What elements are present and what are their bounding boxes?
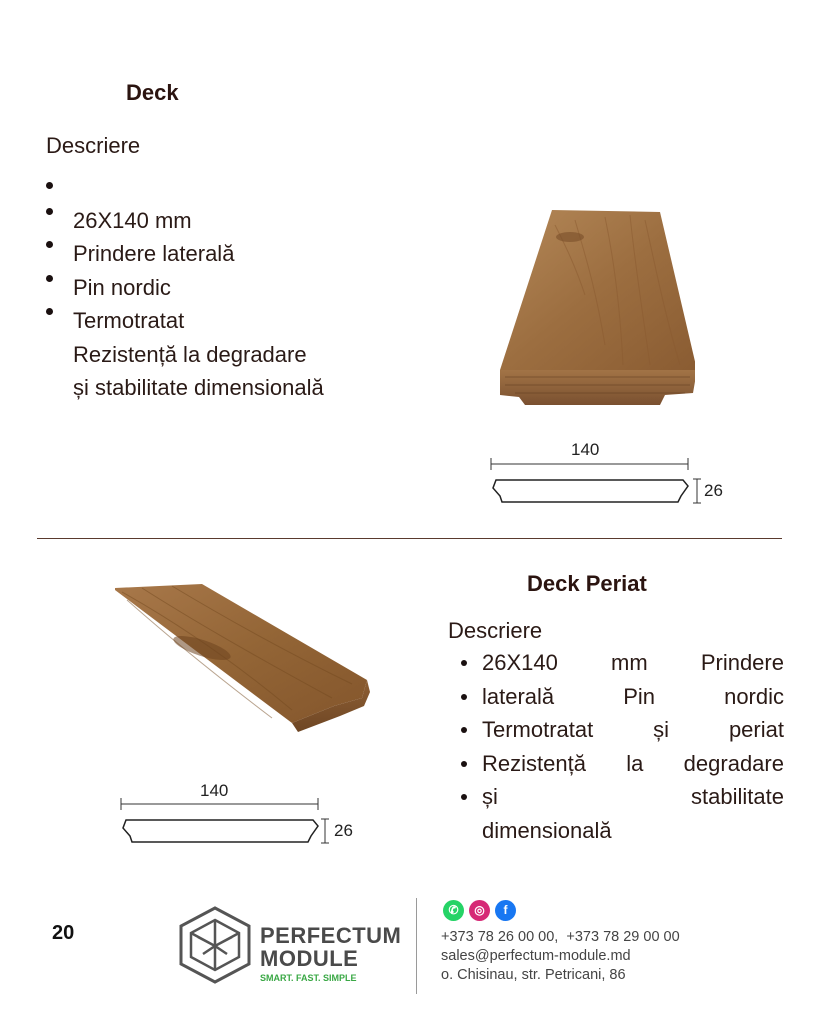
description-label: Descriere	[46, 133, 141, 158]
brand-tagline: SMART. FAST. SIMPLE	[260, 973, 357, 983]
bullet-icon	[46, 208, 53, 215]
height-dimension-label: 26	[704, 481, 723, 500]
facebook-icon[interactable]: f	[495, 900, 516, 921]
list-item: și stabilitate	[458, 780, 784, 814]
product-title: Deck	[126, 80, 179, 105]
list-item-continuation: dimensională	[482, 817, 612, 843]
bullet-icon	[461, 761, 467, 767]
brand-name: PERFECTUM MODULE	[260, 923, 402, 971]
email-address: sales@perfectum-module.md	[441, 948, 631, 964]
footer-divider	[416, 898, 417, 994]
list-item: 26X140 mm Prindere	[458, 646, 784, 680]
feature-list	[458, 646, 784, 847]
bullet-icon	[46, 308, 53, 315]
bullet-icon	[461, 694, 467, 700]
list-item: Termotratat	[46, 304, 446, 338]
bullet-icon	[46, 275, 53, 282]
list-item: Prindere laterală	[46, 237, 446, 271]
bullet-icon	[461, 660, 467, 666]
list-item: laterală Pin nordic	[458, 680, 784, 714]
list-item: Rezistență la degradare	[458, 747, 784, 781]
list-item: Pin nordic	[46, 271, 446, 305]
postal-address: o. Chisinau, str. Petricani, 86	[441, 967, 626, 983]
list-item-continuation: Rezistență la degradare	[73, 341, 307, 367]
deck-periat-board-image	[112, 580, 374, 740]
bullet-icon	[46, 182, 53, 189]
height-dimension-label: 26	[334, 821, 353, 840]
page-number: 20	[52, 922, 75, 944]
bullet-icon	[461, 727, 467, 733]
product-title: Deck Periat	[527, 571, 647, 596]
bullet-icon	[46, 241, 53, 248]
width-dimension-label: 140	[200, 781, 229, 800]
list-item-continuation: și stabilitate dimensională	[73, 375, 324, 400]
list-item	[46, 170, 446, 204]
list-item: Termotratat și periat	[458, 713, 784, 747]
section-divider	[37, 538, 782, 539]
instagram-icon[interactable]: ◎	[469, 900, 490, 921]
list-item: 26X140 mm	[46, 204, 446, 238]
description-label: Descriere	[448, 618, 543, 643]
whatsapp-icon[interactable]: ✆	[443, 900, 464, 921]
perfectum-logo-icon	[178, 906, 252, 984]
profile-drawing	[488, 456, 713, 512]
profile-drawing	[118, 796, 338, 852]
width-dimension-label: 140	[571, 440, 600, 459]
deck-board-image	[495, 205, 695, 415]
phone-numbers: +373 78 26 00 00, +373 78 29 00 00	[441, 929, 680, 945]
bullet-icon	[461, 794, 467, 800]
feature-list	[46, 170, 446, 405]
